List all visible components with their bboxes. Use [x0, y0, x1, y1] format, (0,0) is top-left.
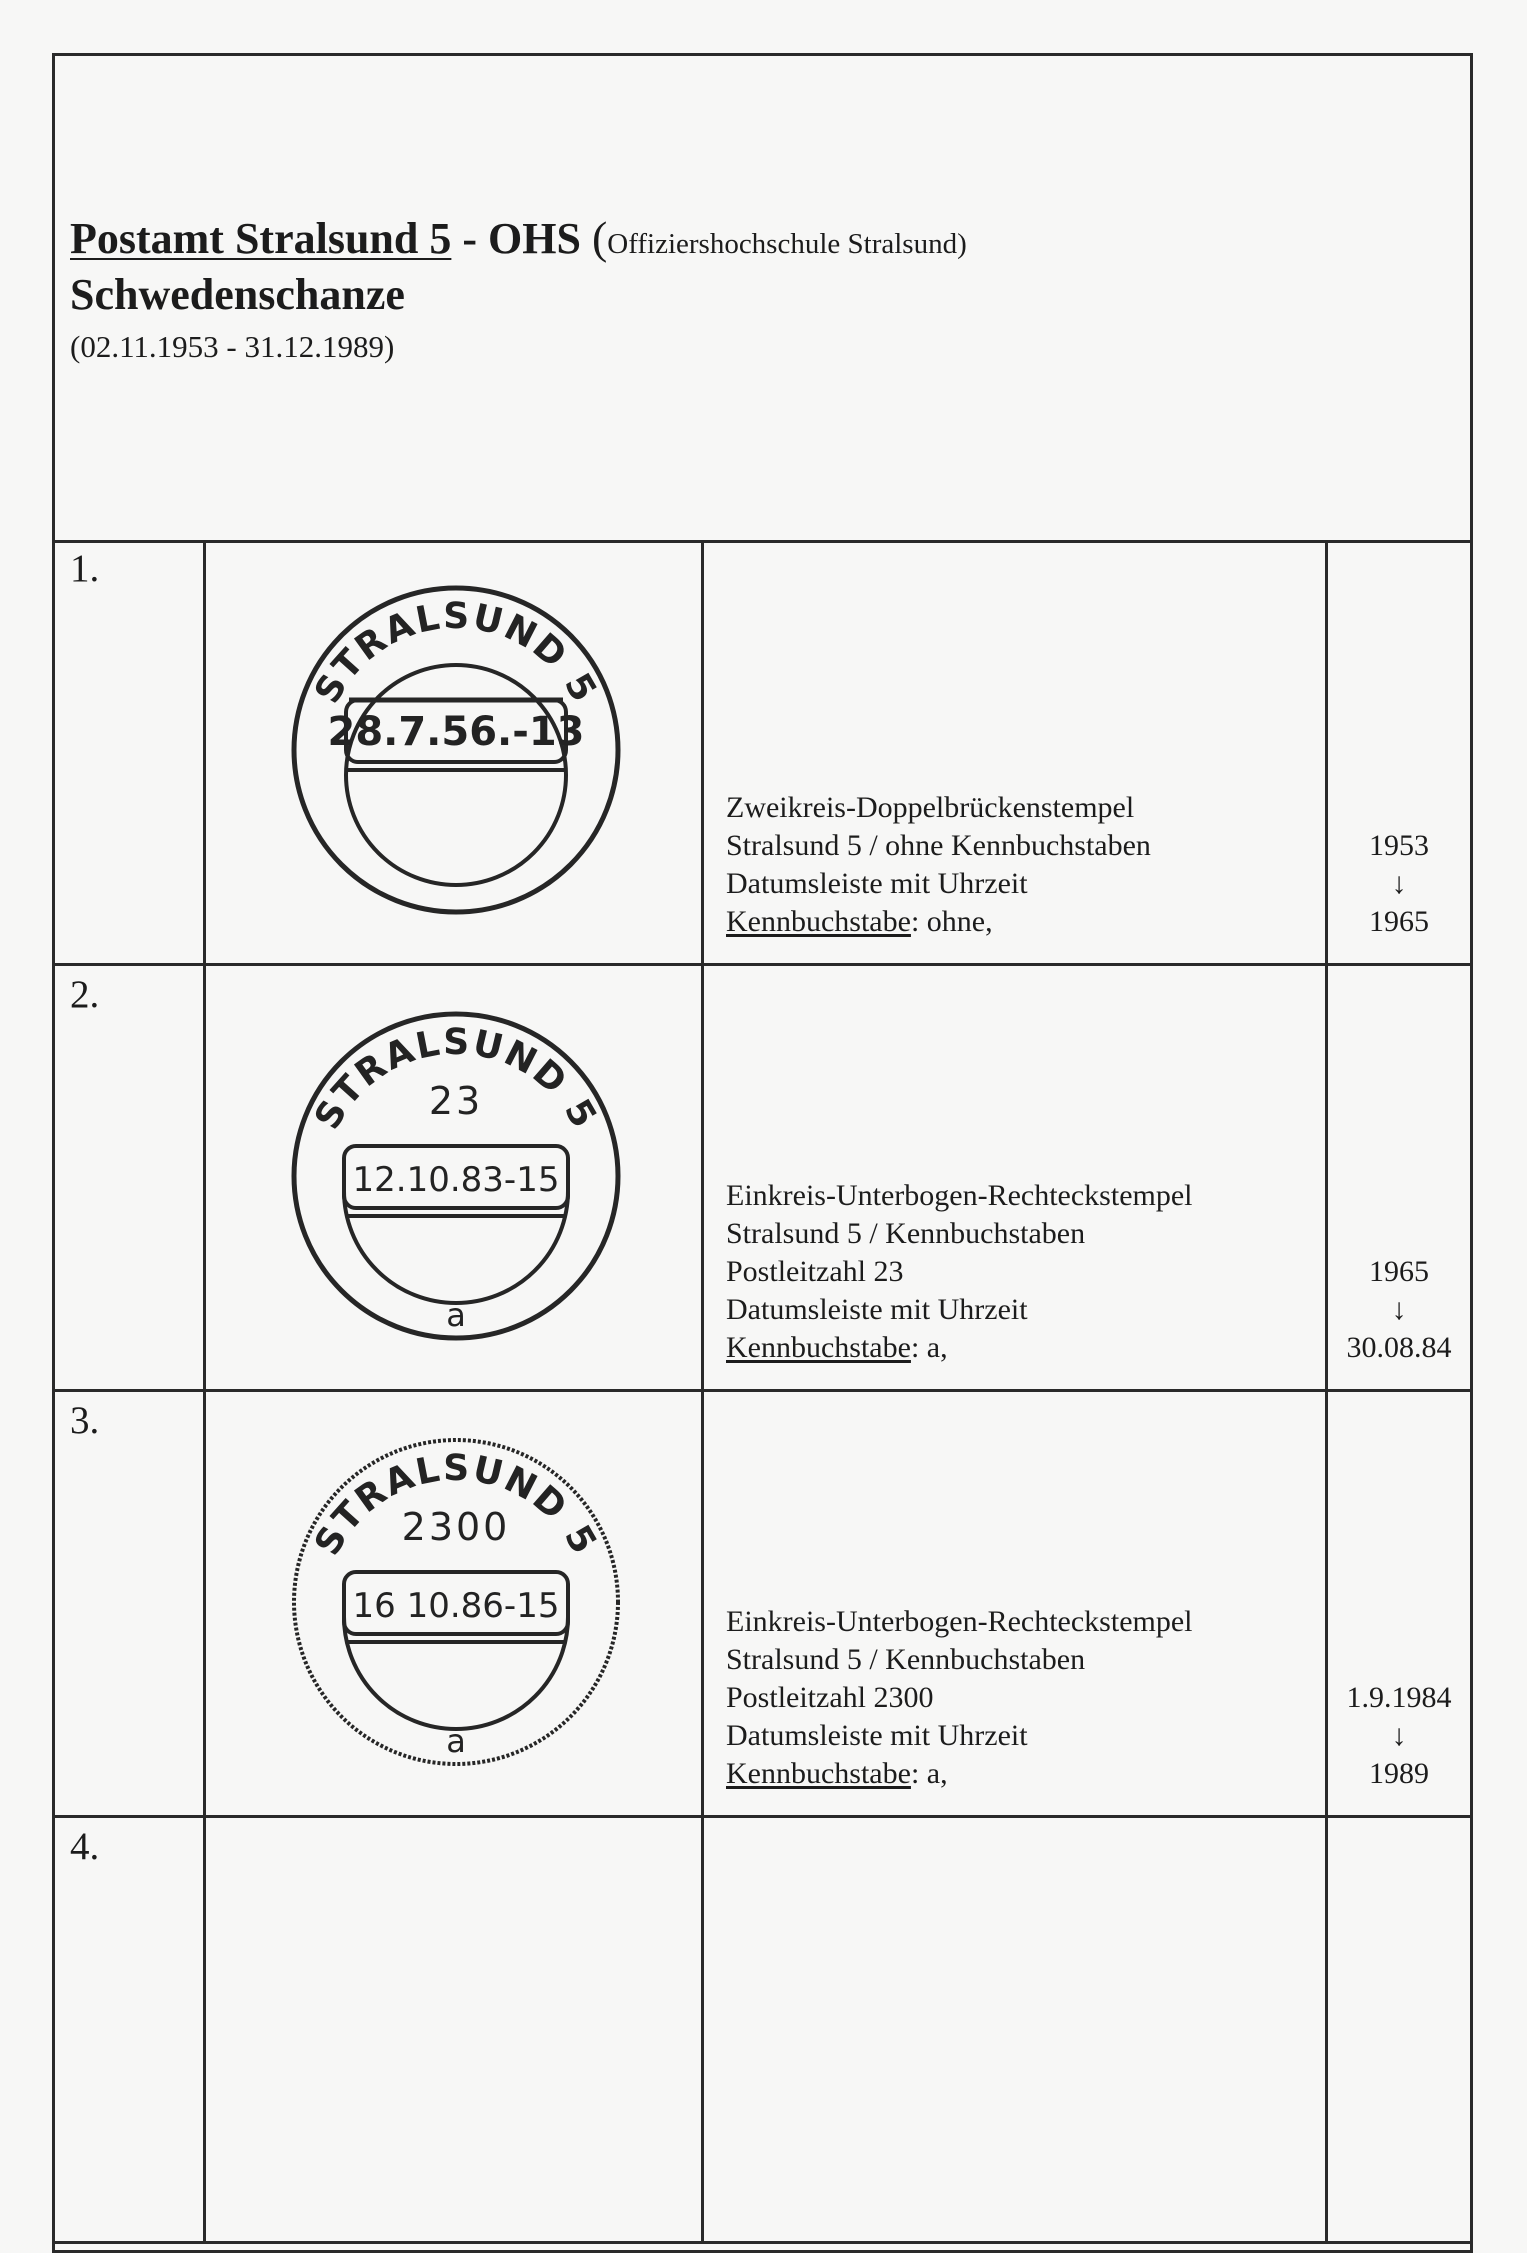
- year-line: 1953: [1369, 829, 1429, 862]
- kennbuchstabe-label: Kennbuchstabe: [726, 905, 911, 938]
- row-number: 2.: [70, 973, 100, 1016]
- description-line: Postleitzahl 2300: [726, 1681, 934, 1714]
- year-line: 1989: [1369, 1757, 1429, 1790]
- postmark-svg: [276, 1422, 636, 1782]
- kennbuchstabe-label: Kennbuchstabe: [726, 1757, 911, 1790]
- page-subtitle: Schwedenschanze: [70, 270, 405, 319]
- postal-code-text: 23: [428, 1079, 484, 1123]
- cell-description: [704, 540, 1328, 963]
- postmark-stamp: [276, 996, 636, 1356]
- description-text: [726, 789, 1151, 941]
- cell-number: [55, 540, 206, 963]
- description-line: Postleitzahl 23: [726, 1255, 904, 1288]
- cell-years: [1328, 1392, 1470, 1815]
- year-range: [1328, 827, 1470, 941]
- year-line: ↓: [1391, 867, 1407, 900]
- document-frame: [52, 53, 1473, 2253]
- postmark-svg: [276, 570, 636, 930]
- kennbuchstabe-line: [726, 1755, 1193, 1793]
- row-number: 4.: [70, 1825, 100, 1868]
- year-line: ↓: [1391, 1293, 1407, 1326]
- description-text: [726, 1177, 1193, 1367]
- year-line: 1.9.1984: [1346, 1681, 1452, 1714]
- cell-stamp: [206, 966, 704, 1389]
- ring-text: STRALSUND 5: [307, 1021, 605, 1137]
- cell-stamp: [206, 1818, 704, 2241]
- date-text: 16 10.86-15: [352, 1586, 560, 1626]
- table-row: [55, 966, 1470, 1392]
- header-section: [55, 56, 1470, 543]
- description-line: Stralsund 5 / ohne Kennbuchstaben: [726, 829, 1151, 862]
- kennbuchstabe-line: [726, 903, 1151, 941]
- title-small: Offiziershochschule Stralsund: [607, 228, 958, 260]
- date-text: 28.7.56.-13: [327, 709, 585, 755]
- cell-number: [55, 1818, 206, 2241]
- kennbuchstabe-value: : a,: [910, 1757, 948, 1790]
- kennbuchstabe-value: : a,: [910, 1331, 948, 1364]
- cell-number: [55, 966, 206, 1389]
- title-paren-close: ): [957, 228, 967, 260]
- row-number: 1.: [70, 547, 100, 590]
- cell-years: [1328, 540, 1470, 963]
- year-line: 1965: [1369, 1255, 1429, 1288]
- cell-years: [1328, 966, 1470, 1389]
- title-separator: - OHS: [451, 214, 592, 263]
- cell-number: [55, 1392, 206, 1815]
- description-line: Einkreis-Unterbogen-Rechteckstempel: [726, 1179, 1193, 1212]
- postmark-svg: [276, 996, 636, 1356]
- postal-code-text: 2300: [401, 1505, 511, 1549]
- row-number: 3.: [70, 1399, 100, 1442]
- description-line: Zweikreis-Doppelbrückenstempel: [726, 791, 1135, 824]
- description-line: Datumsleiste mit Uhrzeit: [726, 1293, 1028, 1326]
- cell-description: [704, 966, 1328, 1389]
- kennbuchstabe-label: Kennbuchstabe: [726, 1331, 911, 1364]
- title-paren-open: (: [591, 212, 608, 263]
- kennbuchstabe-line: [726, 1329, 1193, 1367]
- description-line: Datumsleiste mit Uhrzeit: [726, 1719, 1028, 1752]
- year-line: ↓: [1391, 1719, 1407, 1752]
- description-text: [726, 1603, 1193, 1793]
- year-range: [1328, 1679, 1470, 1793]
- cell-stamp: [206, 540, 704, 963]
- title-main: Postamt Stralsund 5: [70, 214, 452, 263]
- page-title: [70, 212, 967, 263]
- postmark-stamp: [276, 570, 636, 930]
- description-line: Stralsund 5 / Kennbuchstaben: [726, 1217, 1086, 1250]
- ring-text: STRALSUND 5: [307, 1447, 605, 1563]
- postmark-stamp: [276, 1422, 636, 1782]
- cell-stamp: [206, 1392, 704, 1815]
- description-line: Einkreis-Unterbogen-Rechteckstempel: [726, 1605, 1193, 1638]
- date-text: 12.10.83-15: [352, 1160, 560, 1200]
- ring-text: STRALSUND 5: [307, 595, 605, 711]
- year-line: 30.08.84: [1346, 1331, 1452, 1364]
- cell-description: [704, 1818, 1328, 2241]
- cell-years: [1328, 1818, 1470, 2241]
- date-range: (02.11.1953 - 31.12.1989): [70, 329, 395, 364]
- year-line: 1965: [1369, 905, 1429, 938]
- table-row: [55, 1818, 1470, 2244]
- description-line: Stralsund 5 / Kennbuchstaben: [726, 1643, 1086, 1676]
- year-range: [1328, 1253, 1470, 1367]
- description-line: Datumsleiste mit Uhrzeit: [726, 867, 1028, 900]
- table-row: [55, 1392, 1470, 1818]
- kennbuchstabe-letter: a: [446, 1722, 466, 1760]
- kennbuchstabe-value: : ohne,: [910, 905, 993, 938]
- cell-description: [704, 1392, 1328, 1815]
- table-row: [55, 540, 1470, 966]
- kennbuchstabe-letter: a: [446, 1296, 466, 1334]
